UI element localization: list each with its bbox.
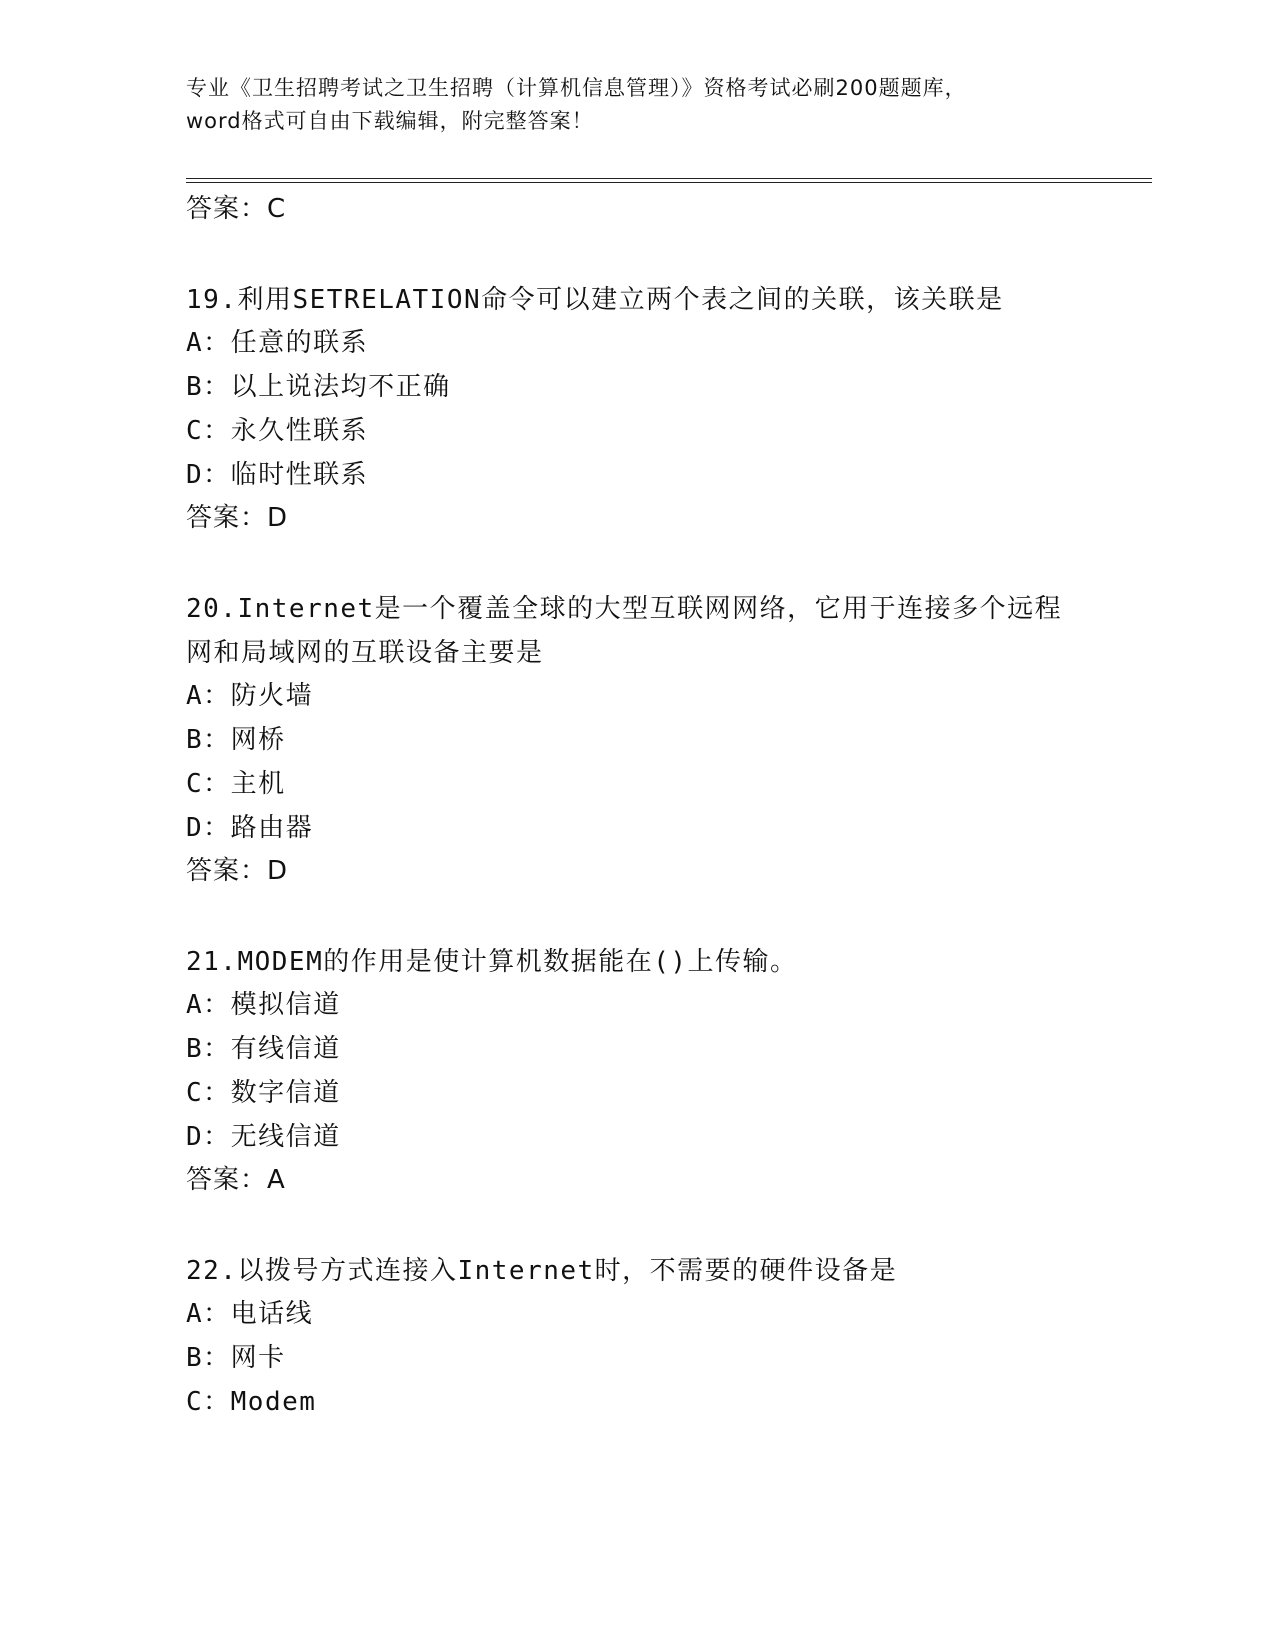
question-19-stem: 19.利用SETRELATION命令可以建立两个表之间的关联，该关联是 [186, 285, 1004, 315]
question-20-option-c: C：主机 [186, 769, 286, 799]
question-21-option-b: B：有线信道 [186, 1034, 341, 1064]
question-21-option-d: D：无线信道 [186, 1122, 341, 1152]
question-22-stem: 22.以拨号方式连接入Internet时，不需要的硬件设备是 [186, 1256, 898, 1286]
question-20-option-a: A：防火墙 [186, 681, 314, 711]
question-20-option-d: D：路由器 [186, 813, 314, 843]
question-21-stem: 21.MODEM的作用是使计算机数据能在()上传输。 [186, 947, 798, 977]
question-22-option-b: B：网卡 [186, 1343, 286, 1373]
question-19-option-c: C：永久性联系 [186, 416, 369, 446]
question-20-stem-line-1: 20.Internet是一个覆盖全球的大型互联网网络，它用于连接多个远程 [186, 594, 1063, 624]
question-20-option-b: B：网桥 [186, 725, 286, 755]
question-20-answer: 答案：D [186, 856, 289, 886]
question-20-stem-line-2: 网和局域网的互联设备主要是 [186, 638, 544, 668]
header-divider-top [186, 178, 1152, 179]
question-22-option-c: C：Modem [186, 1387, 317, 1417]
header-title-line-2: word格式可自由下载编辑，附完整答案！ [186, 109, 594, 133]
header-title-line-1: 专业《卫生招聘考试之卫生招聘（计算机信息管理）》资格考试必刷200题题库， [186, 76, 967, 100]
question-19-option-b: B：以上说法均不正确 [186, 372, 451, 402]
question-21-option-a: A：模拟信道 [186, 990, 341, 1020]
question-19-option-d: D：临时性联系 [186, 460, 369, 490]
question-22-option-a: A：电话线 [186, 1299, 314, 1329]
previous-answer: 答案：C [186, 194, 287, 224]
header-divider-bottom [186, 182, 1152, 183]
document-header [186, 72, 1086, 138]
question-21-answer: 答案：A [186, 1165, 286, 1195]
question-19-answer: 答案：D [186, 503, 289, 533]
question-21-option-c: C：数字信道 [186, 1078, 341, 1108]
question-19-option-a: A：任意的联系 [186, 328, 369, 358]
